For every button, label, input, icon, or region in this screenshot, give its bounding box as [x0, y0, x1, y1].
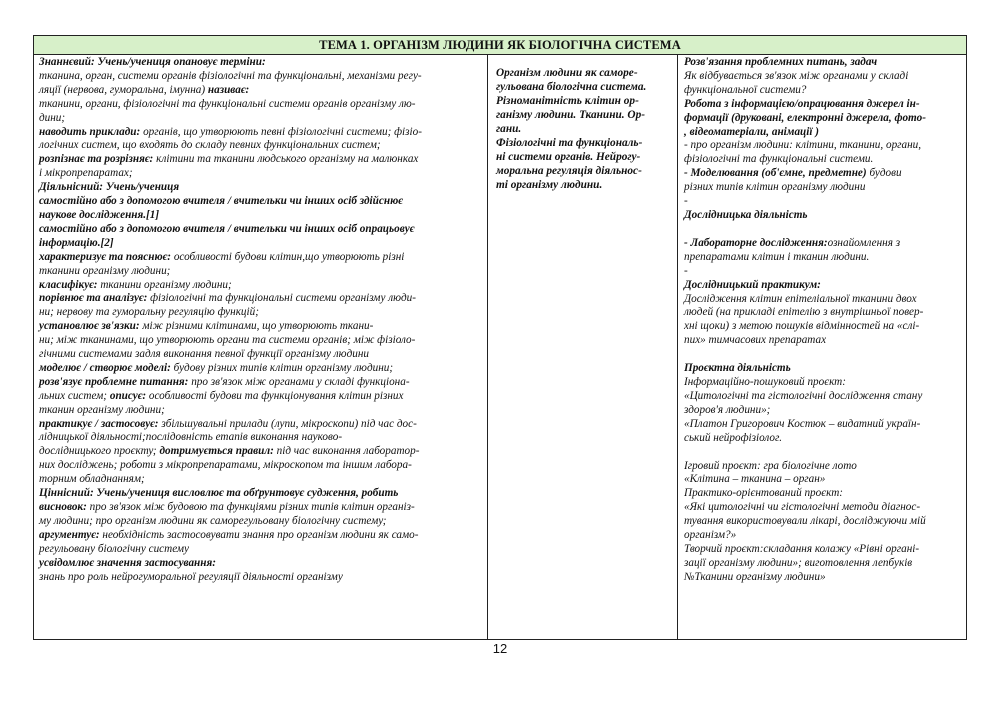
text-line: [684, 195, 962, 209]
text-line: [684, 404, 962, 418]
content-column: [488, 55, 678, 639]
text-line: [39, 334, 483, 348]
text: ни; між тканинами, що утворюють органи та системи органів; між фізіоло-: [39, 334, 416, 347]
text: зації організму людини»; виготовлення лепбуків: [684, 556, 913, 569]
content-line: гани.: [496, 123, 522, 135]
text: під час виконання лаборатор-: [273, 445, 420, 458]
text: клітини та тканини людського організму на малюнках: [153, 153, 419, 166]
bold-text: формації (друковані, електронні джерела, фото-: [684, 111, 926, 124]
curriculum-table: [33, 35, 967, 640]
text-line: [39, 126, 483, 140]
text: препаратами клітин і тканин людини.: [684, 250, 870, 263]
text-line: [39, 459, 483, 473]
text-line: [684, 153, 962, 167]
text: Практико-орієнтований проєкт:: [684, 487, 844, 500]
text-line: [684, 237, 962, 251]
text-line: [39, 557, 483, 571]
content-line: ні системи органів. Нейрогу-: [496, 151, 641, 163]
text-line: [39, 418, 483, 432]
content-line: моральна регуляція діяльнос-: [496, 165, 642, 177]
text: - про організм людини: клітини, тканини, органи,: [684, 139, 922, 152]
text-line: [39, 515, 483, 529]
text: між різними клітинами, що утворюють ткани-: [139, 320, 374, 333]
spacer: [684, 348, 962, 362]
text-line: [39, 84, 483, 98]
text-line: [39, 209, 483, 223]
text-line: [684, 181, 962, 195]
bold-text: Ціннісний: Учень/учениця висловлює та обґрунтовує судження, робить: [39, 487, 399, 500]
text: про зв'язок між органами у складі функціона-: [188, 375, 410, 388]
bold-text: - Моделювання (об'ємне, предметне): [684, 167, 867, 180]
text-line: [684, 112, 962, 126]
bold-text: Проєктна діяльність: [684, 362, 791, 375]
text-line: [39, 445, 483, 459]
text-line: [684, 139, 962, 153]
text: тканини організму людини;: [97, 278, 232, 291]
text-line: [684, 98, 962, 112]
bold-text: моделює / створює моделі:: [39, 361, 171, 374]
content-line: Фізіологічні та функціональ-: [496, 137, 643, 149]
text: Творчий проєкт:складання колажу «Рівні органі-: [684, 543, 920, 555]
text: необхідність застосовувати знання про організм людини як само-: [99, 528, 419, 541]
text-line: [684, 251, 962, 265]
bold-text: характеризує та пояснює:: [39, 250, 172, 263]
text: органів, що утворюють певні фізіологічні системи; фізіо-: [140, 125, 422, 138]
text: тканина, орган, системи органів фізіологічні та функціональні, механізми регу-: [39, 69, 422, 82]
bold-text: аргументує:: [39, 528, 100, 541]
text: будови: [866, 167, 902, 180]
text-line: [39, 348, 483, 362]
bold-text: Знаннєвий: Учень/учениця опановує терміни:: [39, 56, 266, 68]
text-line: [39, 112, 483, 126]
text: особливості будови клітин,що утворюють різні: [171, 250, 405, 263]
text: людей (на прикладі епітелію з внутрішньої повер-: [684, 306, 924, 319]
bold-text: порівнює та аналізує:: [39, 292, 148, 305]
text: торним обладнанням;: [39, 473, 145, 486]
bold-text: дотримується правил:: [159, 445, 274, 458]
content-line: гульована біологічна система.: [496, 81, 647, 93]
text: знань про роль нейрогуморальної регуляції діяльності організму: [39, 570, 343, 583]
text: ни; нервову та гуморальну регуляцію функцій;: [39, 306, 259, 319]
text-line: [39, 56, 483, 70]
content-line: ті організму людини.: [496, 179, 603, 191]
bold-text: установлює зв'язки:: [39, 320, 140, 333]
text: «Платон Григорович Костюк – видатний україн-: [684, 417, 921, 430]
text: дослідницького проєкту;: [39, 445, 160, 458]
text-line: [684, 487, 962, 501]
bold-text: практикує / застосовує:: [39, 417, 159, 430]
text: №Тканини організму людини»: [684, 570, 826, 583]
bold-text: Розв'язання проблемних питань, задач: [684, 56, 878, 68]
text-line: [39, 362, 483, 376]
content-line: Організм людини як саморе-: [496, 67, 638, 79]
text-line: [39, 431, 483, 445]
text-line: [39, 167, 483, 181]
text-line: [684, 529, 962, 543]
page-number: 12: [492, 641, 508, 656]
bold-text: самостійно або з допомогою вчителя / вчительки чи інших осіб здійснює: [39, 195, 403, 208]
text: особливості будови та функціонування клітин різних: [146, 389, 404, 402]
text-line: [39, 306, 483, 320]
text: тканин організму людини;: [39, 403, 165, 416]
text-line: [39, 195, 483, 209]
text-line: [39, 376, 483, 390]
text-line: [684, 557, 962, 571]
text: функціональної системи?: [684, 83, 807, 96]
text-line: [684, 56, 962, 70]
text-line: [39, 571, 483, 585]
text: -: [684, 264, 688, 277]
text-line: [39, 390, 483, 404]
text: них досліджень; роботи з мікропрепаратами, мікроскопом та іншим лабора-: [39, 459, 412, 472]
text: хні щоки) з метою пошуків відмінностей на «слі-: [684, 320, 920, 333]
text-line: [684, 306, 962, 320]
text-line: [684, 70, 962, 84]
text: фізіологічні та функціональні системи.: [684, 153, 874, 166]
text: льних систем;: [39, 389, 110, 402]
text-line: [684, 501, 962, 515]
text-line: [684, 293, 962, 307]
text: тканини, органи, фізіологічні та функціональні системи органів організму лю-: [39, 97, 416, 110]
text: лідницької діяльності;послідовність етапів виконання науково-: [39, 431, 343, 444]
text-line: [39, 529, 483, 543]
text: тканини організму людини;: [39, 264, 171, 277]
text: фізіологічні та функціональні системи організму люди-: [147, 292, 416, 305]
text: пих» тимчасових препаратах: [684, 334, 827, 347]
text-line: [39, 473, 483, 487]
learning-outcomes-column: [34, 55, 488, 639]
bold-text: описує:: [109, 389, 147, 402]
bold-text: Діяльнісний: Учень/учениця: [39, 181, 180, 194]
text-line: [39, 487, 483, 501]
text: здоров'я людини»;: [684, 403, 771, 416]
bold-text: наводить приклади:: [39, 125, 141, 138]
text: ляції (нервова, гуморальна, імунна): [39, 83, 208, 96]
text-line: [39, 320, 483, 334]
text: «Цитологічні та гістологічні дослідження стану: [684, 389, 923, 402]
text-line: [39, 70, 483, 84]
text: логічних систем, що входять до складу певних функціональних систем;: [39, 139, 381, 152]
text-line: [39, 292, 483, 306]
text-line: [684, 390, 962, 404]
text: «Клітина – тканина – орган»: [684, 473, 826, 486]
text-line: [684, 279, 962, 293]
bold-text: самостійно або з допомогою вчителя / вчительки чи інших осіб опрацьовує: [39, 222, 415, 235]
bold-text: називає:: [207, 83, 250, 96]
text-line: [684, 473, 962, 487]
text: і мікропрепаратах;: [39, 167, 133, 180]
text: дини;: [39, 111, 66, 124]
text: Як відбувається зв'язок між органами у складі: [684, 69, 909, 82]
spacer: [684, 446, 962, 460]
bold-text: Дослідницька діяльність: [684, 208, 808, 221]
bold-text: розпізнає та розрізняє:: [39, 153, 154, 166]
text: різних типів клітин організму людини: [684, 181, 866, 194]
text: Ігровий проєкт: гра біологічне лото: [684, 459, 857, 472]
text-line: [684, 418, 962, 432]
spacer: [684, 223, 962, 237]
text: тування використовували лікарі, досліджуючи мій: [684, 515, 926, 528]
text-line: [39, 404, 483, 418]
text-line: [39, 265, 483, 279]
text-line: [39, 153, 483, 167]
text-line: [39, 223, 483, 237]
text: про зв'язок між будовою та функціями різних типів клітин організ-: [86, 501, 415, 513]
text: гічними системами задля виконання певної функції організму людини: [39, 348, 369, 361]
text-line: [39, 139, 483, 153]
text-line: [684, 571, 962, 585]
bold-text: наукове дослідження.[1]: [39, 208, 160, 221]
text-line: [684, 84, 962, 98]
text: ський нейрофізіолог.: [684, 431, 783, 444]
content-line: ганізму людини. Тканини. Ор-: [496, 109, 645, 121]
text-line: [684, 460, 962, 474]
bold-text: Дослідницький практикум:: [684, 278, 821, 291]
text-line: [684, 320, 962, 334]
text-line: [39, 279, 483, 293]
text: Інформаційно-пошуковий проєкт:: [684, 376, 846, 389]
text-line: [684, 167, 962, 181]
content-line: Різноманітність клітин ор-: [496, 95, 639, 107]
text-line: [684, 209, 962, 223]
text-line: [39, 501, 483, 515]
text-line: [39, 543, 483, 557]
bold-text: усвідомлює значення застосування:: [39, 556, 216, 569]
text-line: [684, 334, 962, 348]
text: ознайомлення з: [827, 236, 901, 249]
table-title: ТЕМА 1. ОРГАНІЗМ ЛЮДИНИ ЯК БІОЛОГІЧНА СИСТЕМА: [34, 36, 966, 55]
bold-text: Робота з інформацією/опрацювання джерел ін-: [684, 97, 920, 110]
text-line: [684, 376, 962, 390]
text: організм?»: [684, 529, 737, 542]
text-line: [39, 181, 483, 195]
activities-column: [678, 55, 966, 639]
text-line: [39, 98, 483, 112]
text-line: [684, 432, 962, 446]
text-line: [39, 237, 483, 251]
bold-text: висновок:: [39, 501, 87, 513]
text: Дослідження клітин епітеліальної тканини двох: [684, 292, 917, 305]
text-line: [684, 362, 962, 376]
bold-text: інформацію.[2]: [39, 236, 114, 249]
text: збільшувальні прилади (лупи, мікроскопи) під час дос-: [158, 417, 417, 430]
text: -: [684, 195, 688, 208]
text-line: [684, 265, 962, 279]
text-line: [39, 251, 483, 265]
bold-text: - Лабораторне дослідження:: [684, 236, 828, 249]
text: му людини; про організм людини як саморегульовану біологічну систему;: [39, 514, 387, 527]
text: регульовану біологічну систему: [39, 542, 190, 555]
text-line: [684, 126, 962, 140]
text-line: [684, 515, 962, 529]
text-line: [684, 543, 962, 557]
bold-text: , відеоматеріали, анімації ): [684, 125, 819, 138]
bold-text: розв'язує проблемне питання:: [39, 375, 189, 388]
text: будову різних типів клітин організму людини;: [170, 361, 394, 374]
text: «Які цитологічні чи гістологічні методи діагнос-: [684, 501, 921, 514]
bold-text: класифікує:: [39, 278, 98, 291]
